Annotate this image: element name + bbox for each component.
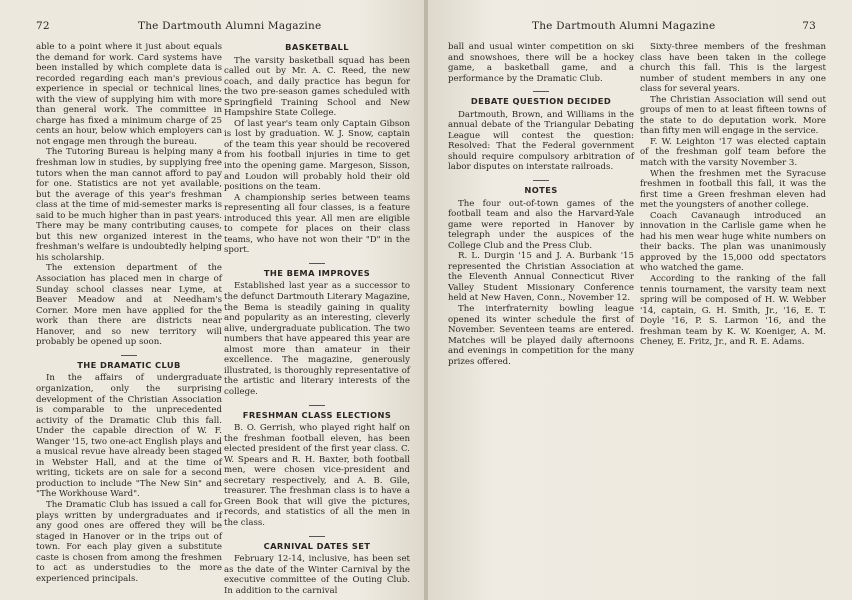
- paragraph: Of last year's team only Captain Gibson is lost by graduation. W. J. Snow, captain of the team this year should be recovered from his football injuries in time to get into the opening game. Margeson, Sisson, and Loudon will probably hold their old positions on the team.: [224, 118, 410, 193]
- paragraph: Established last year as a successor to the defunct Dartmouth Literary Magazine, the Bema is steadily gaining in quality and popularity as an interesting, cleverly alive, undergraduate publication. The two numbers that have appeared this year are almost more than amateur in their excellence. The magazine, generously illustrated, is thoroughly representative of the artistic and literary interests of the college.: [224, 281, 410, 397]
- paragraph: A championship series between teams representing all four classes, is a feature introduced this year. All men are eligible to compete for places on their class teams, who have not won their "D" in the sport.: [224, 192, 410, 256]
- page-number: 72: [36, 20, 50, 32]
- right-column-1: [448, 42, 634, 367]
- running-title: The Dartmouth Alumni Magazine: [532, 20, 716, 32]
- section-heading-freshman-elections: FRESHMAN CLASS ELECTIONS: [224, 404, 410, 421]
- paragraph: Coach Cavanaugh introduced an innovation in the Carlisle game when he had his men wear huge white numbers on their backs. The plan was unanimously approved by the 15,000 odd spectators who watched the game.: [640, 210, 826, 274]
- section-heading-notes: NOTES: [448, 179, 634, 196]
- paragraph: The varsity basketball squad has been called out by Mr. A. C. Reed, the new coach, and daily practice has begun for the two pre-season games scheduled with Springfield Training School and New Hampshire State College.: [224, 55, 410, 119]
- left-column-2: [224, 42, 410, 596]
- paragraph: able to a point where it just about equals the demand for work. Card systems have been installed by which complete data is recorded regarding each man's previous experience in special or technical lines, with the view of supplying him with more than general work. The committee in charge has fixed a minimum charge of 25 cents an hour, below which employers can not engage men through the bureau.: [36, 42, 222, 147]
- paragraph: The Christian Association will send out groups of men to at least fifteen towns of the state to do deputation work. More than fifty men will engage in the service.: [640, 94, 826, 137]
- page-number: 73: [802, 20, 816, 32]
- paragraph: R. L. Durgin '15 and J. A. Burbank '15 represented the Christian Association at the Eleventh Annual Connecticut River Valley Student Missionary Conference held at New Haven, Conn., November 12.: [448, 251, 634, 304]
- paragraph: In the affairs of undergraduate organization, only the surprising development of the Christian Association is comparable to the unprecedented activity of the Dramatic Club this fall. Under the capable direction of W. F. Wanger '15, two one-act English plays and a musical revue have already been staged in Webster Hall, and at the time of writing, tickets are on sale for a second production to include "The New Sin" and "The Workhouse Ward".: [36, 373, 222, 500]
- right-page: [428, 0, 852, 600]
- paragraph: Sixty-three members of the freshman class have been taken in the college church this fall. This is the largest number of student members in any one class for several years.: [640, 42, 826, 95]
- paragraph: When the freshmen met the Syracuse freshmen in football this fall, it was the first time a Green freshman eleven had met the youngsters of another college.: [640, 168, 826, 211]
- paragraph: According to the ranking of the fall tennis tournament, the varsity team next spring will be composed of H. W. Webber '14, captain, G. H. Smith, Jr., '16, E. T. Doyle '16, P. S. Larmon '16, and the freshman team by K. W. Koeniger, A. M. Cheney, E. Fritz, Jr., and R. E. Adams.: [640, 274, 826, 348]
- section-heading-carnival: CARNIVAL DATES SET: [224, 535, 410, 552]
- paragraph: Dartmouth, Brown, and Williams in the annual debate of the Triangular Debating League will contest the question: Resolved: That the Federal government should require compulsory arbitration of labor disputes on interstate railroads.: [448, 109, 634, 173]
- right-column-2: [640, 42, 826, 348]
- left-column-1: [36, 42, 222, 584]
- section-heading-debate: DEBATE QUESTION DECIDED: [448, 90, 634, 107]
- paragraph: The Tutoring Bureau is helping many a freshman low in studies, by supplying free tutors when the man cannot afford to pay for one. Statistics are not yet available, but the average of this year's freshman class at the time of mid-semester marks is said to be much higher than in past years. There may be many contributing causes, but this new organized interest in the freshman's welfare is undoubtedly helping his scholarship.: [36, 147, 222, 263]
- paragraph: The extension department of the Association has placed men in charge of Sunday school classes near Lyme, at Beaver Meadow and at Needham's Corner. More men have applied for the work than there are districts near Hanover, and so new territory will probably be opened up soon.: [36, 263, 222, 348]
- section-heading-bema: THE BEMA IMPROVES: [224, 262, 410, 279]
- section-heading-basketball: BASKETBALL: [285, 42, 349, 52]
- paragraph: B. O. Gerrish, who played right half on the freshman football eleven, has been elected president of the first year class. C. W. Spears and R. H. Baxter, both football men, were chosen vice-president and secretary respectively, and A. B. Gile, treasurer. The freshman class is to have a Green Book that will give the pictures, records, and statistics of all the men in the class.: [224, 423, 410, 528]
- paragraph: F. W. Leighton '17 was elected captain of the freshman golf team before the match with the varsity November 3.: [640, 136, 826, 169]
- running-title: The Dartmouth Alumni Magazine: [138, 20, 322, 32]
- section-heading-dramatic-club: THE DRAMATIC CLUB: [36, 354, 222, 371]
- paragraph: February 12-14, inclusive, has been set as the date of the Winter Carnival by the executive committee of the Outing Club. In addition to the carnival: [224, 554, 410, 596]
- paragraph: ball and usual winter competition on ski and snowshoes, there will be a hockey game, a basketball game, and a performance by the Dramatic Club.: [448, 42, 634, 84]
- paragraph: The interfraternity bowling league opened its winter schedule the first of November. Seventeen teams are entered. Matches will be played daily afternoons and evenings in competition for the many prizes offered.: [448, 304, 634, 367]
- paragraph: The four out-of-town games of the football team and also the Harvard-Yale game were reported in Hanover by telegraph under the auspices of the College Club and the Press Club.: [448, 198, 634, 251]
- paragraph: The Dramatic Club has issued a call for plays written by undergraduates and if any good ones are offered they will be staged in Hanover or in the trips out of town. For each play given a substitute caste is chosen from among the freshmen to act as understudies to the more experienced principals.: [36, 499, 222, 584]
- left-page: [0, 0, 424, 600]
